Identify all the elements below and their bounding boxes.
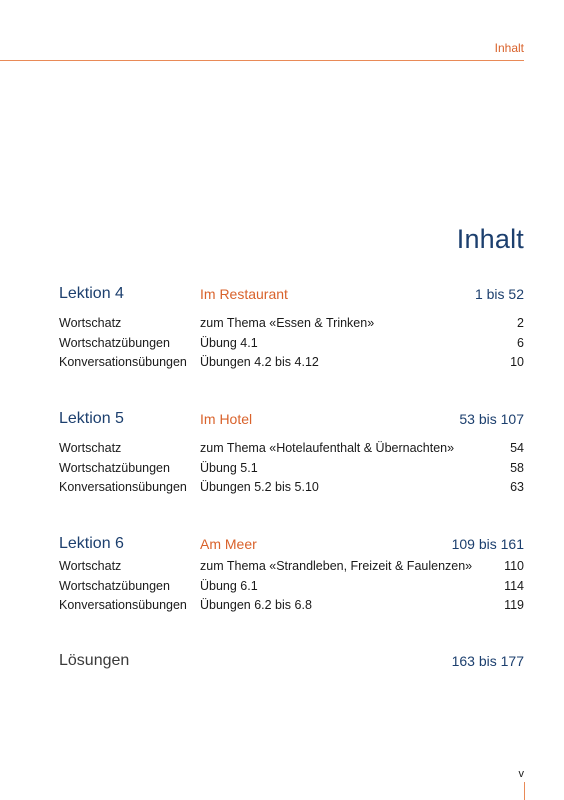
lesson-pages: 109 bis 161: [451, 536, 524, 552]
entry-page: 114: [504, 578, 524, 593]
solutions-name: Lösungen: [59, 652, 130, 669]
running-head: Inhalt: [494, 41, 524, 55]
page-title: Inhalt: [456, 224, 524, 254]
entry-description: zum Thema «Hotelaufenthalt & Übernachten»: [200, 441, 455, 455]
solutions-pages: 163 bis 177: [451, 653, 524, 669]
entry-category: Wortschatz: [59, 441, 122, 455]
lesson-section: [59, 535, 524, 618]
lesson-name: Lektion 6: [59, 535, 124, 552]
toc-entry: [59, 355, 524, 375]
entry-category: Wortschatz: [59, 559, 122, 573]
entry-description: Übung 5.1: [200, 460, 258, 475]
lesson-topic: Im Hotel: [200, 411, 253, 427]
toc-entry: [59, 598, 524, 618]
entry-page: 119: [504, 598, 524, 612]
lesson-name: Lektion 4: [59, 285, 124, 302]
entry-description: Übungen 5.2 bis 5.10: [200, 480, 319, 494]
solutions-row: [59, 652, 524, 676]
entry-page: 54: [510, 441, 524, 455]
folio-rule: [524, 782, 525, 800]
toc-entry: [59, 559, 524, 579]
toc-entry: [59, 480, 524, 500]
entry-category: Konversationsübungen: [59, 598, 187, 612]
lesson-header: [59, 285, 524, 309]
entry-page: 110: [504, 559, 524, 573]
entry-description: zum Thema «Essen & Trinken»: [200, 316, 375, 330]
entry-category: Wortschatzübungen: [59, 460, 170, 475]
entry-page: 58: [510, 460, 524, 475]
entry-description: Übungen 4.2 bis 4.12: [200, 355, 319, 369]
lesson-topic: Am Meer: [200, 536, 257, 552]
entry-category: Konversationsübungen: [59, 355, 187, 369]
entry-page: 63: [510, 480, 524, 494]
lesson-section: [59, 285, 524, 375]
entry-category: Konversationsübungen: [59, 480, 187, 494]
lesson-topic: Im Restaurant: [200, 286, 288, 302]
entry-description: zum Thema «Strandleben, Freizeit & Faulenzen»: [200, 559, 473, 573]
entry-page: 6: [517, 335, 524, 350]
toc-entry: [59, 336, 524, 356]
lesson-header: [59, 410, 524, 434]
lesson-name: Lektion 5: [59, 410, 124, 427]
toc-entry: [59, 441, 524, 461]
page-number: v: [518, 768, 524, 780]
entry-category: Wortschatz: [59, 316, 122, 330]
entry-category: Wortschatzübungen: [59, 578, 170, 593]
toc-entry: [59, 461, 524, 481]
entry-page: 10: [510, 355, 524, 369]
entry-page: 2: [517, 316, 524, 330]
lesson-pages: 1 bis 52: [474, 286, 524, 302]
entry-description: Übung 4.1: [200, 335, 258, 350]
header-rule: [0, 60, 524, 61]
lesson-pages: 53 bis 107: [459, 411, 524, 427]
toc-entry: [59, 316, 524, 336]
entry-category: Wortschatzübungen: [59, 335, 170, 350]
entry-description: Übungen 6.2 bis 6.8: [200, 598, 312, 612]
lesson-header: [59, 535, 524, 559]
lesson-section: [59, 410, 524, 500]
entry-description: Übung 6.1: [200, 578, 258, 593]
toc-entry: [59, 579, 524, 599]
